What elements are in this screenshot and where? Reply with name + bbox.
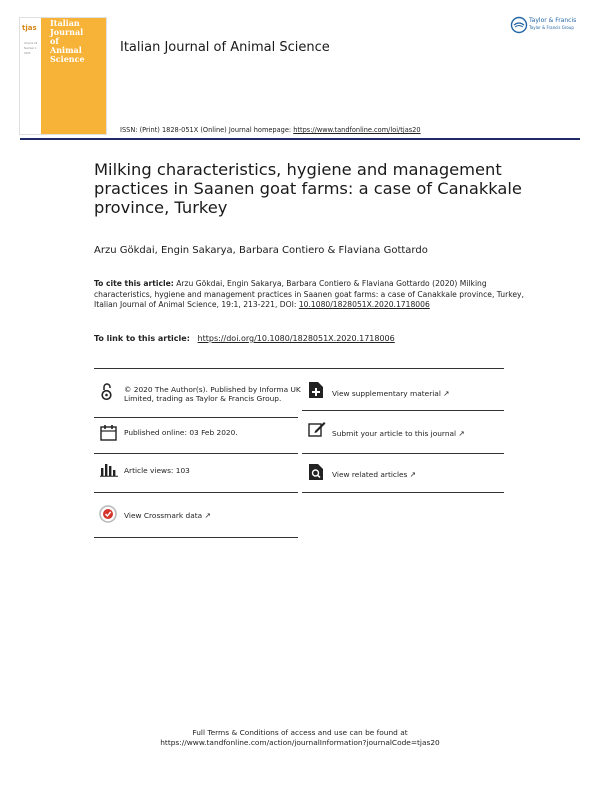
bar-chart-icon bbox=[100, 462, 118, 477]
submit-article-link[interactable]: Submit your article to this journal ↗ bbox=[332, 429, 465, 438]
link-label: To link to this article: bbox=[94, 334, 190, 343]
cover-logo: tjas bbox=[22, 24, 37, 32]
published-date: Published online: 03 Feb 2020. bbox=[124, 428, 238, 437]
article-views: Article views: 103 bbox=[124, 466, 190, 475]
citation-block bbox=[94, 279, 524, 311]
journal-title: Italian Journal of Animal Science bbox=[120, 40, 330, 55]
external-link-icon: ↗ bbox=[443, 389, 450, 398]
divider bbox=[94, 537, 298, 538]
divider bbox=[94, 492, 298, 493]
publisher-logo-text: Taylor & Francis Taylor & Francis Group bbox=[529, 17, 577, 30]
view-related-link[interactable]: View related articles ↗ bbox=[332, 470, 416, 479]
divider bbox=[302, 453, 504, 454]
divider bbox=[302, 410, 504, 411]
license-text: © 2020 The Author(s). Published by Informa UK Limited, trading as Taylor & Francis Group. bbox=[124, 385, 301, 403]
article-title: Milking characteristics, hygiene and management practices in Saanen goat farms: a case of Canakkale province, Turkey bbox=[94, 160, 522, 217]
cover-volume: Volume 19 bbox=[24, 42, 38, 45]
external-link-icon: ↗ bbox=[409, 470, 416, 479]
cover-year: 2020 bbox=[24, 52, 31, 55]
cite-label: To cite this article: bbox=[94, 279, 174, 288]
open-access-icon bbox=[100, 383, 113, 401]
related-search-icon bbox=[308, 463, 324, 481]
calendar-icon bbox=[100, 424, 117, 441]
add-file-icon bbox=[308, 381, 324, 399]
link-line bbox=[94, 334, 395, 343]
footer-line1: Full Terms & Conditions of access and use can be found at bbox=[192, 728, 408, 737]
external-link-icon: ↗ bbox=[204, 511, 211, 520]
crossmark-link[interactable]: View Crossmark data ↗ bbox=[124, 511, 211, 520]
view-supplementary-link[interactable]: View supplementary material ↗ bbox=[332, 389, 450, 398]
info-top-divider bbox=[94, 368, 504, 369]
cover-title: Italian Journal of Animal Science bbox=[50, 18, 85, 64]
divider bbox=[302, 492, 504, 493]
footer-terms-link[interactable]: https://www.tandfonline.com/action/journalInformation?journalCode=tjas20 bbox=[160, 738, 440, 747]
journal-homepage-link[interactable]: https://www.tandfonline.com/loi/tjas20 bbox=[293, 126, 421, 134]
cover-strip bbox=[20, 18, 41, 134]
crossmark-icon bbox=[99, 505, 117, 523]
cover-number: Number 1 bbox=[24, 47, 37, 50]
cite-text: Arzu Gökdai, Engin Sakarya, Barbara Contiero & Flaviana Gottardo (2020) Milking characteristics, hygiene and management practices in Saanen goat farms: a case of Canakkale province, Turkey, Italian Journal of Animal Science, 19:1, 213-221, DOI: bbox=[94, 279, 524, 309]
external-link-icon: ↗ bbox=[458, 429, 465, 438]
divider bbox=[94, 417, 298, 418]
divider bbox=[94, 453, 298, 454]
taylor-francis-logo-icon bbox=[510, 16, 528, 34]
issn-line: ISSN: (Print) 1828-051X (Online) Journal homepage: https://www.tandfonline.com/loi/tjas20 bbox=[120, 126, 421, 134]
header-divider bbox=[20, 138, 580, 140]
article-authors: Arzu Gökdai, Engin Sakarya, Barbara Contiero & Flaviana Gottardo bbox=[94, 245, 428, 256]
footer bbox=[0, 728, 600, 748]
doi-link[interactable]: https://doi.org/10.1080/1828051X.2020.1718006 bbox=[197, 334, 395, 343]
cite-doi-link[interactable]: 10.1080/1828051X.2020.1718006 bbox=[298, 300, 430, 309]
edit-icon bbox=[308, 421, 326, 437]
